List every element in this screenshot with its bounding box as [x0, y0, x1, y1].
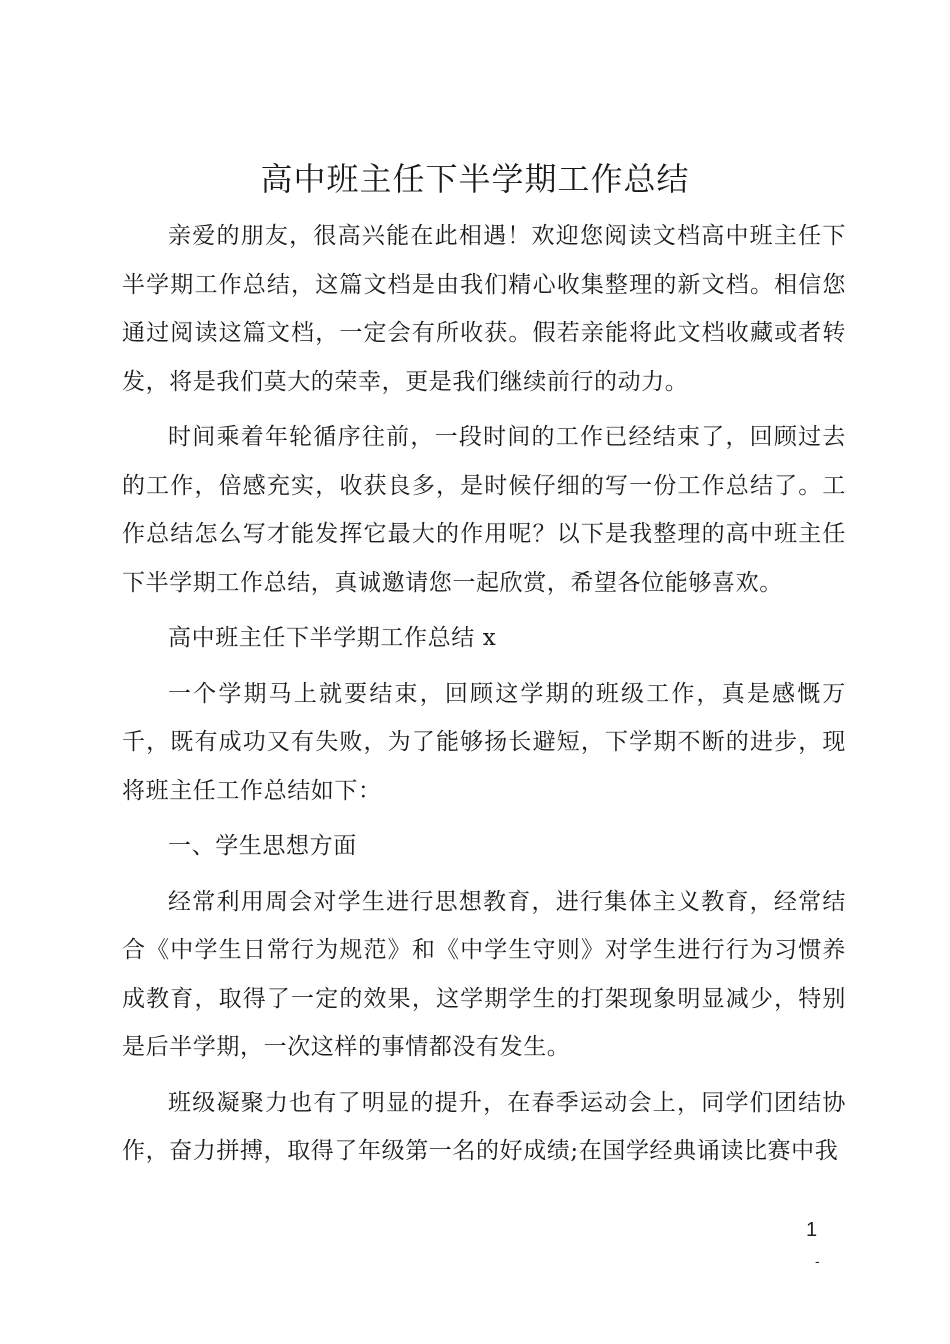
document-body — [122, 212, 846, 1176]
paragraph-preface: 时间乘着年轮循序往前，一段时间的工作已经结束了，回顾过去的工作，倍感充实，收获良多，是时候仔细的写一份工作总结了。工作总结怎么写才能发挥它最大的作用呢？以下是我整理的高中班主任下半学期工作总结，真诚邀请您一起欣赏，希望各位能够喜欢。 — [122, 424, 846, 596]
paragraph-opening: 一个学期马上就要结束，回顾这学期的班级工作，真是感慨万千，既有成功又有失败，为了能够扬长避短，下学期不断的进步，现将班主任工作总结如下： — [122, 680, 846, 804]
page-number-suffix: - — [815, 1253, 820, 1269]
section-heading-thought: 一、学生思想方面 — [168, 833, 357, 859]
document-title: 高中班主任下半学期工作总结 — [260, 160, 690, 198]
paragraph-intro: 亲爱的朋友，很高兴能在此相遇！欢迎您阅读文档高中班主任下半学期工作总结，这篇文档是由我们精心收集整理的新文档。相信您通过阅读这篇文档，一定会有所收获。假若亲能将此文档收藏或者转发，将是我们莫大的荣幸，更是我们继续前行的动力。 — [122, 223, 846, 395]
paragraph-thought-education: 经常利用周会对学生进行思想教育，进行集体主义教育，经常结合《中学生日常行为规范》和《中学生守则》对学生进行行为习惯养成教育，取得了一定的效果，这学期学生的打架现象明显减少，特别是后半学期，一次这样的事情都没有发生。 — [122, 888, 846, 1060]
paragraph-class-cohesion: 班级凝聚力也有了明显的提升，在春季运动会上，同学们团结协作，奋力拼搏，取得了年级第一名的好成绩;在国学经典诵读比赛中我 — [122, 1089, 846, 1164]
page-number: 1 — [806, 1219, 818, 1241]
paragraph-subtitle: 高中班主任下半学期工作总结 x — [168, 625, 497, 651]
